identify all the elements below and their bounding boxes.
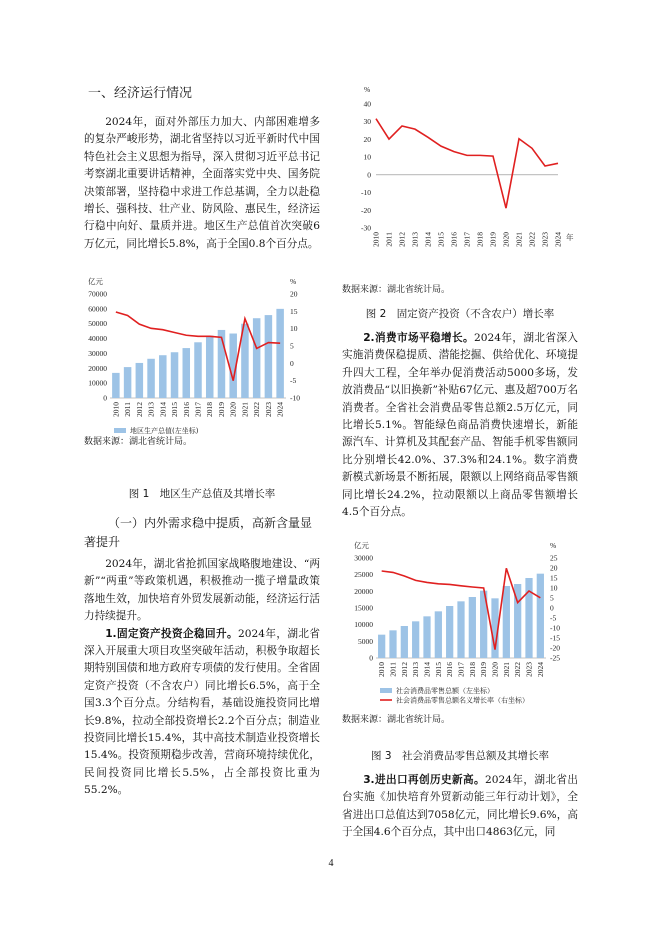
inv-x-tick: 2020: [501, 232, 511, 247]
retail-right-tick: -25: [550, 653, 560, 663]
inv-x-tick: 2010: [371, 232, 381, 247]
inv-y-tick: 20: [363, 134, 371, 144]
retail-x-tick: 2012: [399, 662, 409, 677]
retail-left-tick: 15000: [354, 603, 373, 613]
gdp-bar: [265, 315, 273, 398]
gdp-x-tick: 2015: [170, 402, 180, 417]
inv-x-tick: 2019: [488, 232, 498, 247]
gdp-bar: [183, 348, 191, 398]
inv-growth-line: [376, 119, 558, 208]
inv-y-tick: 40: [363, 99, 371, 109]
gdp-x-tick: 2021: [240, 402, 250, 417]
fig1-caption: 图 1 地区生产总值及其增长率: [128, 488, 276, 500]
retail-right-tick: 10: [550, 583, 558, 593]
fig1-source: 数据来源：湖北省统计局。: [84, 437, 193, 447]
gdp-bar: [206, 336, 214, 398]
gdp-left-unit: 亿元: [88, 277, 103, 286]
gdp-right-tick: -5: [290, 376, 297, 386]
gdp-bar: [276, 309, 284, 398]
gdp-bar: [194, 342, 202, 398]
gdp-x-tick: 2017: [193, 402, 203, 417]
retail-legend-line-label: 社会消费品零售总额名义增长率（右坐标）: [396, 696, 529, 704]
consumption-heading: 2.消费市场平稳增长。: [363, 332, 475, 344]
inv-y-unit: %: [364, 85, 371, 94]
section-title: 一、经济运行情况: [88, 86, 193, 101]
retail-right-tick: 20: [550, 563, 558, 573]
fig3-caption: 图 3 社会消费品零售总额及其增长率: [370, 750, 550, 762]
gdp-x-tick: 2010: [111, 402, 121, 417]
gdp-bar: [112, 373, 120, 398]
fixed-investment-heading: 1.固定资产投资企稳回升。: [105, 627, 239, 640]
retail-right-tick: -20: [550, 643, 560, 653]
retail-legend-bar-label: 社会消费品零售总额（左坐标）: [396, 687, 494, 695]
inv-x-tick: 2017: [462, 232, 472, 247]
inv-y-tick: -20: [361, 205, 371, 215]
inv-x-tick: 2013: [410, 232, 420, 247]
gdp-right-unit: %: [290, 277, 297, 286]
inv-x-tick: 2012: [397, 232, 407, 247]
inv-y-tick: -10: [361, 188, 371, 198]
gdp-left-tick: 20000: [88, 363, 107, 373]
gdp-x-tick: 2020: [228, 402, 238, 417]
retail-x-tick: 2018: [467, 662, 477, 677]
retail-right-tick: -10: [550, 623, 560, 633]
retail-bar: [389, 630, 396, 658]
gdp-left-tick: 70000: [88, 289, 107, 299]
retail-x-tick: 2021: [501, 662, 511, 677]
retail-bar: [423, 616, 430, 658]
retail-right-tick: 25: [550, 553, 558, 563]
retail-x-tick: 2015: [433, 662, 443, 677]
retail-bar: [525, 578, 532, 658]
consumption-text-block: [342, 330, 578, 521]
retail-left-tick: 30000: [354, 553, 373, 563]
inv-x-tick: 2016: [449, 232, 459, 247]
gdp-left-tick: 40000: [88, 334, 107, 344]
retail-right-unit: %: [550, 541, 557, 550]
intro-text: 2024年，面对外部压力加大、内部困难增多的复杂严峻形势，湖北省坚持以习近平新时代中国特色社会主义思想为指导，深入贯彻习近平总书记考察湖北重要讲话精神，全面落实党中央、国务院决策部署，坚持稳中求进工作总基调，全力以赴稳增长、强科技、壮产业、防风险、惠民生，经济运行稳中向好、量质并进。地区生产总值首次突破6万亿元，同比增长5.8%，高于全国0.8个百分点。: [84, 116, 320, 250]
retail-x-tick: 2024: [535, 662, 545, 677]
retail-x-tick: 2022: [513, 662, 523, 677]
fig3-source: 数据来源：湖北省统计局。: [342, 715, 451, 725]
subsection-text: 2024年，湖北省抢抓国家战略腹地建设、“两新”“两重”等政策机遇，积极推动一揽子增量政策落地生效，加快培育外贸发展新动能，经济运行活力持续提升。: [84, 558, 320, 623]
gdp-bar: [136, 363, 144, 398]
inv-y-tick: -30: [361, 223, 371, 233]
inv-x-tick: 2011: [384, 232, 394, 247]
inv-y-tick: 0: [367, 170, 371, 180]
gdp-x-tick: 2024: [275, 402, 285, 417]
retail-x-tick: 2011: [388, 662, 398, 677]
retail-x-tick: 2019: [479, 662, 489, 677]
retail-bar: [537, 574, 544, 658]
gdp-x-tick: 2019: [216, 402, 226, 417]
retail-bar: [401, 626, 408, 658]
gdp-x-tick: 2012: [134, 402, 144, 417]
gdp-left-tick: 50000: [88, 319, 107, 329]
retail-left-unit: 亿元: [354, 541, 369, 550]
retail-right-tick: -5: [550, 613, 557, 623]
inv-y-tick: 30: [363, 117, 371, 127]
gdp-chart: [84, 268, 320, 436]
gdp-legend-bar-swatch: [114, 428, 126, 433]
inv-x-tick: 2014: [423, 232, 433, 247]
gdp-right-tick: 15: [290, 306, 298, 316]
gdp-bar: [147, 359, 155, 398]
retail-right-tick: 5: [550, 593, 554, 603]
gdp-x-tick: 2011: [123, 402, 133, 417]
retail-left-tick: 5000: [358, 636, 373, 646]
gdp-bar: [124, 367, 132, 398]
inv-x-tick: 2023: [540, 232, 550, 247]
gdp-left-tick: 10000: [88, 378, 107, 388]
inv-x-tick: 2015: [436, 232, 446, 247]
retail-x-tick: 2014: [422, 662, 432, 677]
retail-left-tick: 20000: [354, 586, 373, 596]
gdp-right-tick: 0: [290, 358, 294, 368]
gdp-right-tick: 10: [290, 324, 298, 334]
gdp-x-tick: 2022: [252, 402, 262, 417]
gdp-left-tick: 30000: [88, 348, 107, 358]
retail-bar: [412, 621, 419, 658]
retail-right-tick: 0: [550, 603, 554, 613]
gdp-right-tick: -10: [290, 393, 300, 403]
trade-text: 2024年，湖北省出台实施《加快培育外贸新动能三年行动计划》，全省进出口总值达到7058亿元，同比增长9.6%，高于全国4.6个百分点，其中出口4863亿元，同: [342, 774, 578, 839]
inv-x-tick: 2022: [527, 232, 537, 247]
consumption-paragraph: [342, 330, 578, 521]
retail-left-tick: 10000: [354, 620, 373, 630]
gdp-right-tick: 5: [290, 341, 294, 351]
gdp-left-tick: 60000: [88, 304, 107, 314]
fixed-investment-text: 2024年，湖北省深入开展重大项目攻坚突破年活动，积极争取超长期特别国债和地方政府专项债的发行使用。全省固定资产投资（不含农户）同比增长6.5%，高于全国3.3个百分点。分结构看，基础设施投资同比增长9.8%，拉动全部投资增长2.2个百分点；制造业投资同比增长15.4%，其中高技术制造业投资增长15.4%。投资预期稳步改善，营商环境持续优化，民间投资同比增长5.5%，占全部投资比重为55.2%。: [84, 627, 320, 797]
inv-x-tick: 2024: [553, 232, 563, 247]
retail-x-tick: 2020: [490, 662, 500, 677]
inv-x-tick: 2021: [514, 232, 524, 247]
retail-bar: [446, 606, 453, 658]
trade-text-block: [342, 772, 578, 842]
retail-x-tick: 2010: [377, 662, 387, 677]
gdp-left-tick: 0: [103, 393, 107, 403]
gdp-x-tick: 2014: [158, 402, 168, 417]
retail-x-tick: 2023: [524, 662, 534, 677]
retail-sales-chart: [342, 536, 578, 704]
fig2-source: 数据来源：湖北省统计局。: [342, 285, 451, 295]
consumption-text: 2024年，湖北省深入实施消费保稳提质、潜能挖掘、供给优化、环境提升四大工程，全年举办促消费活动5000多场，发放消费品“以旧换新”补贴67亿元、惠及超700万名消费者。全省社会消费品零售总额2.5万亿元，同比增长5.1%。智能绿色商品消费快速增长，新能源汽车、计算机及其配套产品、智能手机零售额同比分别增长42.0%、37.3%和24.1%。数字消费新模式新场景不断拓展，限额以上网络商品零售额同比增长24.2%，拉动限额以上商品零售额增长4.5个百分点。: [342, 332, 578, 519]
inv-x-unit: 年: [566, 233, 574, 242]
retail-right-tick: -15: [550, 633, 560, 643]
fig2-caption: 图 2 固定资产投资（不含农户）增长率: [365, 308, 555, 320]
retail-legend-bar-swatch: [380, 688, 392, 693]
retail-x-tick: 2013: [411, 662, 421, 677]
gdp-x-tick: 2016: [181, 402, 191, 417]
gdp-x-tick: 2013: [146, 402, 156, 417]
retail-bar: [457, 601, 464, 658]
trade-paragraph: [342, 772, 578, 842]
retail-bar: [469, 597, 476, 658]
intro-paragraph: [84, 114, 320, 253]
retail-x-tick: 2016: [445, 662, 455, 677]
gdp-bar: [171, 352, 179, 398]
trade-heading: 3.进出口再创历史新高。: [363, 774, 486, 786]
retail-bar: [378, 635, 385, 658]
retail-bar: [435, 611, 442, 658]
inv-y-tick: 10: [363, 152, 371, 162]
gdp-x-tick: 2023: [263, 402, 273, 417]
investment-growth-chart: [342, 80, 578, 258]
fixed-investment-paragraph: [84, 626, 320, 800]
retail-x-tick: 2017: [456, 662, 466, 677]
subsection-body: [84, 556, 320, 800]
retail-right-tick: 15: [550, 573, 558, 583]
inv-x-tick: 2018: [475, 232, 485, 247]
page-number: 4: [328, 858, 334, 869]
gdp-x-tick: 2018: [205, 402, 215, 417]
retail-bar: [503, 586, 510, 658]
subsection-title: （一）内外需求稳中提质，高新含量显著提升: [84, 516, 313, 549]
retail-left-tick: 25000: [354, 570, 373, 580]
gdp-bar: [253, 318, 261, 398]
retail-left-tick: 0: [369, 653, 373, 663]
gdp-right-tick: 20: [290, 289, 298, 299]
gdp-bar: [159, 355, 167, 398]
gdp-legend-bar-label: 地区生产总值(左坐标): [130, 427, 199, 435]
